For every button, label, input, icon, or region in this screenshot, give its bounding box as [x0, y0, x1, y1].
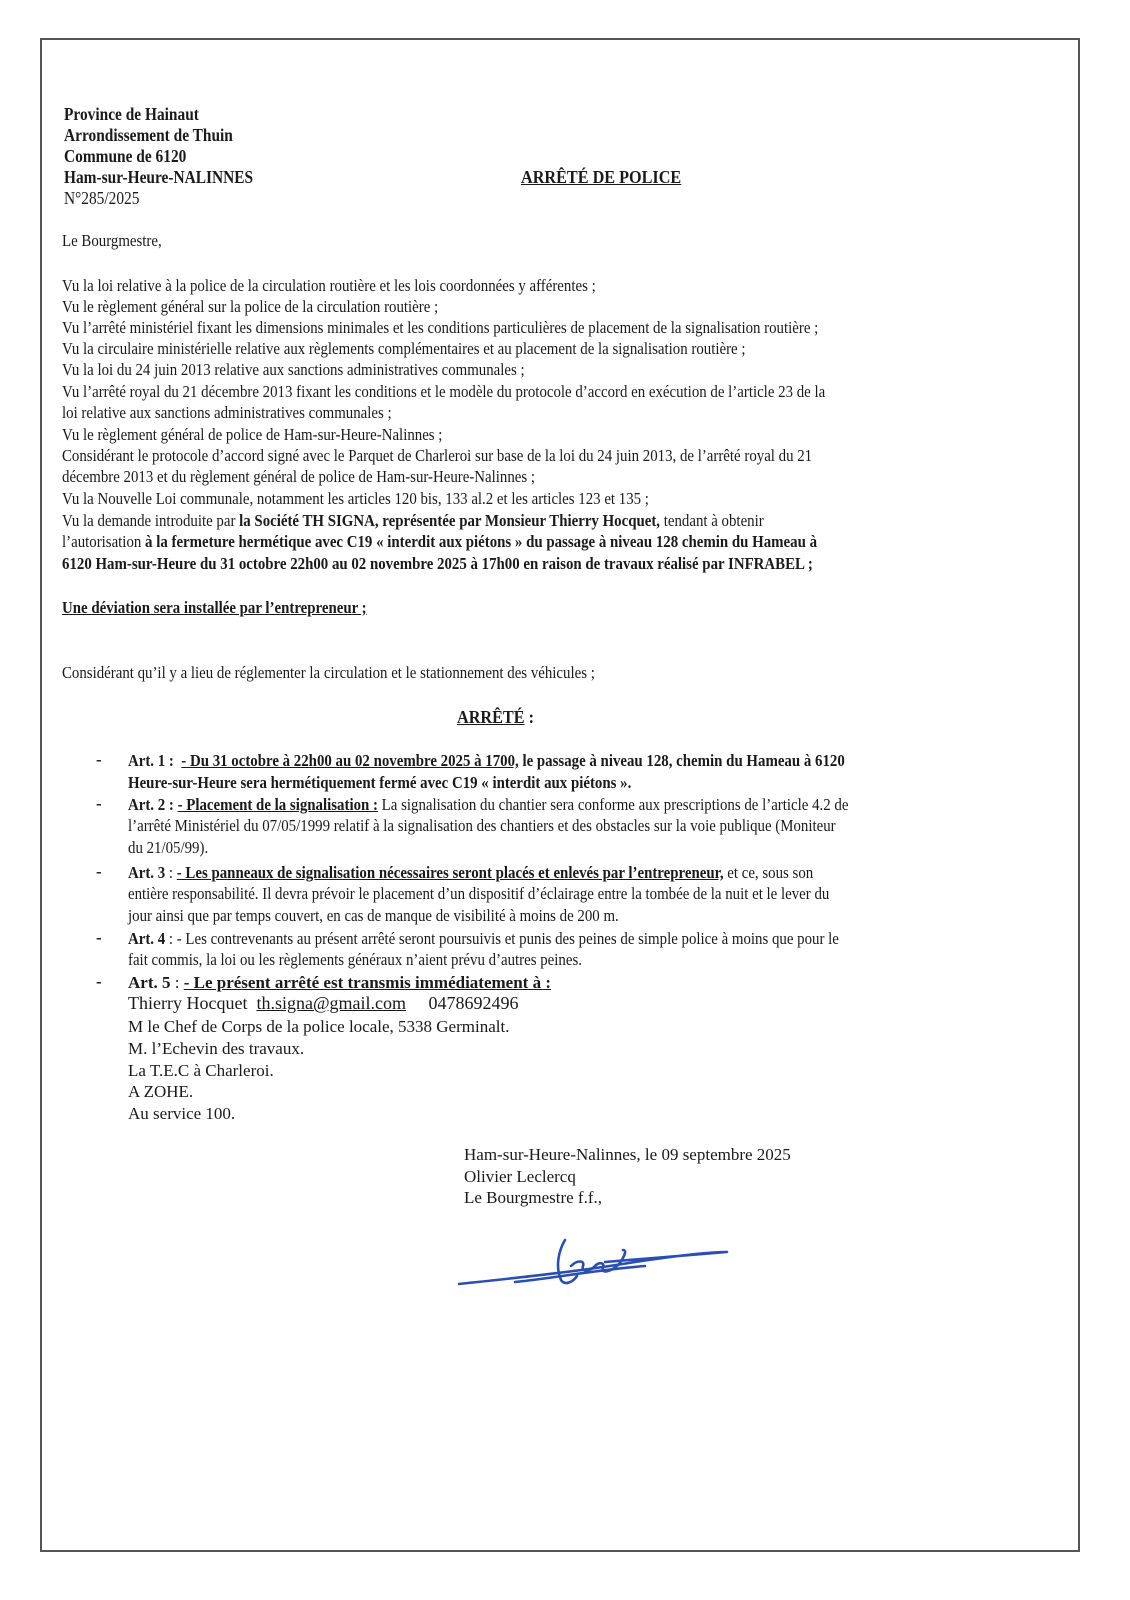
contact-phone: 0478692496: [428, 993, 519, 1013]
recipient: M le Chef de Corps de la police locale, 5338 Germinalt.: [128, 1017, 510, 1036]
signatory-name: Olivier Leclercq: [464, 1166, 576, 1186]
recipient-contact: [128, 993, 519, 1015]
consideration: Vu l’arrêté ministériel fixant les dimensions minimales et les conditions particulières de placement de la signalisation routière ;: [62, 318, 819, 337]
consideration: loi relative aux sanctions administratives communales ;: [62, 403, 392, 422]
contact-email-link[interactable]: th.signa@gmail.com: [256, 993, 407, 1013]
request-line-3: 6120 Ham-sur-Heure du 31 octobre 22h00 au 02 novembre 2025 à 17h00 en raison de travaux réalisé par INFRABEL ;: [62, 554, 813, 573]
salutation: Le Bourgmestre,: [62, 231, 162, 250]
consideration: Vu la loi du 24 juin 2013 relative aux sanctions administratives communales ;: [62, 360, 525, 379]
contact-name: Thierry Hocquet: [128, 993, 248, 1013]
recipient: M. l’Echevin des travaux.: [128, 1039, 305, 1058]
list-bullet: -: [96, 750, 102, 769]
consideration: Vu le règlement général sur la police de la circulation routière ;: [62, 297, 439, 316]
article-1-line-2: Heure-sur-Heure sera hermétiquement fermé avec C19 « interdit aux piétons ».: [128, 773, 632, 792]
issuer-header: [64, 104, 253, 209]
header-province: Province de Hainaut: [64, 104, 199, 124]
recipient: La T.E.C à Charleroi.: [128, 1061, 274, 1080]
article-3: Art. 3 : - Les panneaux de signalisation nécessaires seront placés et enlevés par l’entrepreneur, et ce, sous son: [128, 863, 814, 882]
consideration: Vu le règlement général de police de Ham-sur-Heure-Nalinnes ;: [62, 425, 443, 444]
consideration: Vu la circulaire ministérielle relative aux règlements complémentaires et au placement de la signalisation routière ;: [62, 339, 746, 358]
consideration: Vu l’arrêté royal du 21 décembre 2013 fixant les conditions et le modèle du protocole d’accord en exécution de l’article 23 de la: [62, 382, 826, 401]
article-2: Art. 2 : - Placement de la signalisation : La signalisation du chantier sera conforme aux prescriptions de l’article 4.2 de: [128, 795, 849, 814]
article-2-line-2: l’arrêté Ministériel du 07/05/1999 relatif à la signalisation des chantiers et des obstacles sur la voie publique (Moniteur: [128, 816, 836, 835]
consideration: Considérant le protocole d’accord signé avec le Parquet de Charleroi sur base de la loi du 24 juin 2013, de l’arrêté royal du 21: [62, 446, 813, 465]
list-bullet: -: [96, 972, 102, 991]
article-3-line-2: entière responsabilité. Il devra prévoir le placement d’un dispositif d’éclairage entre la tombée de la nuit et le lever du: [128, 884, 830, 903]
list-bullet: -: [96, 862, 102, 881]
article-4-line-2: fait commis, la loi ou les règlements généraux n’aient prévu d’autres peines.: [128, 950, 582, 969]
place-and-date: Ham-sur-Heure-Nalinnes, le 09 septembre 2025: [464, 1145, 791, 1164]
article-2-line-3: du 21/05/99).: [128, 838, 209, 857]
header-commune: Commune de 6120: [64, 146, 187, 166]
considering-statement: Considérant qu’il y a lieu de réglementer la circulation et le stationnement des véhicules ;: [62, 663, 595, 682]
request-line-1: Vu la demande introduite par la Société TH SIGNA, représentée par Monsieur Thierry Hocquet, tendant à obtenir: [62, 511, 764, 530]
document-title: ARRÊTÉ DE POLICE: [521, 167, 682, 187]
article-3-line-3: jour ainsi que par temps couvert, en cas de manque de visibilité à moins de 200 m.: [128, 906, 619, 925]
requesting-company: la Société TH SIGNA, représentée par Monsieur Thierry Hocquet,: [239, 511, 661, 530]
article-5: Art. 5 : - Le présent arrêté est transmis immédiatement à :: [128, 973, 551, 992]
article-4: Art. 4 : - Les contrevenants au présent arrêté seront poursuivis et punis des peines de simple police à moins que pour le: [128, 929, 839, 948]
handwritten-signature-icon: [455, 1232, 735, 1292]
request-line-2: l’autorisation à la fermeture hermétique avec C19 « interdit aux piétons » du passage à niveau 128 chemin du Hameau à: [62, 532, 818, 551]
consideration: Vu la loi relative à la police de la circulation routière et les lois coordonnées y afférentes ;: [62, 276, 596, 295]
deviation-notice: Une déviation sera installée par l’entrepreneur ;: [62, 598, 367, 617]
decree-heading: ARRÊTÉ :: [457, 707, 534, 727]
recipient: Au service 100.: [128, 1104, 236, 1123]
recipient: A ZOHE.: [128, 1082, 194, 1101]
consideration: Vu la Nouvelle Loi communale, notamment les articles 120 bis, 133 al.2 et les articles 123 et 135 ;: [62, 489, 649, 508]
signatory-role: Le Bourgmestre f.f.,: [464, 1188, 603, 1207]
header-arrondissement: Arrondissement de Thuin: [64, 125, 233, 145]
consideration: décembre 2013 et du règlement général de police de Ham-sur-Heure-Nalinnes ;: [62, 467, 536, 486]
article-1: Art. 1 : - Du 31 octobre à 22h00 au 02 novembre 2025 à 1700, le passage à niveau 128, chemin du Hameau à 6120: [128, 751, 845, 770]
header-municipality: Ham-sur-Heure-NALINNES: [64, 167, 254, 187]
signature-block: [464, 1144, 791, 1209]
list-bullet: -: [96, 928, 102, 947]
list-bullet: -: [96, 794, 102, 813]
decree-number: N°285/2025: [64, 188, 140, 208]
